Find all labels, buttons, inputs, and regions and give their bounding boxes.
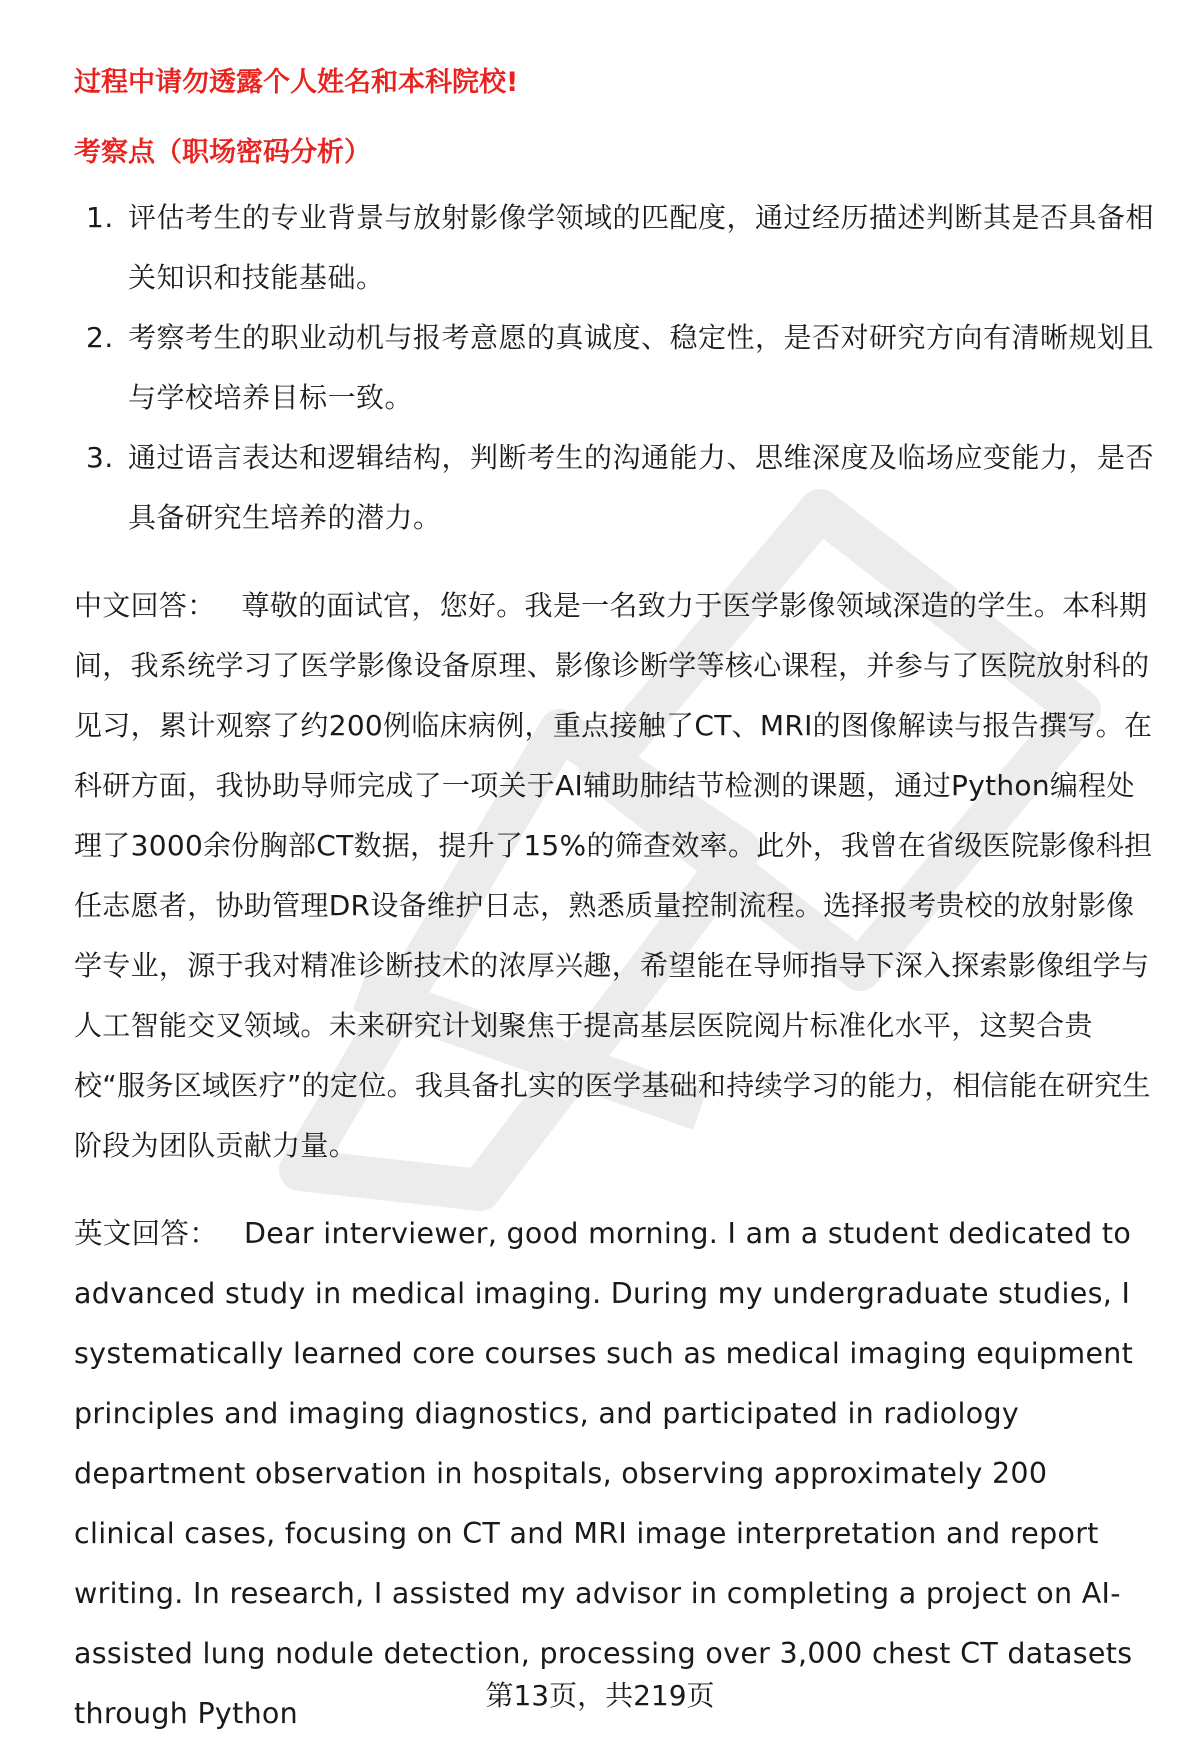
chinese-answer <box>74 576 1154 1176</box>
list-item-number: 2. <box>86 321 114 354</box>
list-item <box>74 188 1154 308</box>
privacy-warning: 过程中请勿透露个人姓名和本科院校! <box>74 67 519 98</box>
chinese-answer-label: 中文回答： <box>74 589 216 622</box>
english-answer-label: 英文回答： <box>74 1217 219 1250</box>
chinese-answer-text: 尊敬的面试官，您好。我是一名致力于医学影像领域深造的学生。本科期间，我系统学习了医学影像设备原理、影像诊断学等核心课程，并参与了医院放射科的见习，累计观察了约200例临床病例，重点接触了CT、MRI的图像解读与报告撰写。在科研方面，我协助导师完成了一项关于AI辅助肺结节检测的课题，通过Python编程处理了3000余份胸部CT数据，提升了15%的筛查效率。此外，我曾在省级医院影像科担任志愿者，协助管理DR设备维护日志，熟悉质量控制流程。选择报考贵校的放射影像学专业，源于我对精准诊断技术的浓厚兴趣，希望能在导师指导下深入探索影像组学与人工智能交叉领域。未来研究计划聚焦于提高基层医院阅片标准化水平，这契合贵校“服务区域医疗”的定位。我具备扎实的医学基础和持续学习的能力，相信能在研究生阶段为团队贡献力量。 <box>74 589 1153 1162</box>
english-answer <box>74 1204 1154 1744</box>
list-item-number: 3. <box>86 441 114 474</box>
list-item-text: 考察考生的职业动机与报考意愿的真诚度、稳定性，是否对研究方向有清晰规划且与学校培养目标一致。 <box>128 321 1155 414</box>
list-item <box>74 308 1154 428</box>
main-content <box>74 58 1154 1744</box>
list-item-number: 1. <box>86 201 114 234</box>
list-item <box>74 428 1154 548</box>
assessment-points-list <box>74 188 1154 548</box>
page-number-footer: 第13页，共219页 <box>485 1679 715 1712</box>
list-item-text: 通过语言表达和逻辑结构，判断考生的沟通能力、思维深度及临场应变能力，是否具备研究生培养的潜力。 <box>128 441 1155 534</box>
english-answer-text: Dear interviewer, good morning. I am a student dedicated to advanced study in medical imaging. During my undergraduate studies, I systematically learned core courses such as medical imaging equipment principles and imaging diagnostics, and participated in radiology department observation in hospitals, observing approximately 200 clinical cases, focusing on CT and MRI image interpretation and report writing. In research, I assisted my advisor in completing a project on AI-assisted lung nodule detection, processing over 3,000 chest CT datasets through Python <box>74 1217 1134 1730</box>
list-item-text: 评估考生的专业背景与放射影像学领域的匹配度，通过经历描述判断其是否具备相关知识和技能基础。 <box>128 201 1155 294</box>
section-title: 考察点（职场密码分析） <box>74 137 371 168</box>
